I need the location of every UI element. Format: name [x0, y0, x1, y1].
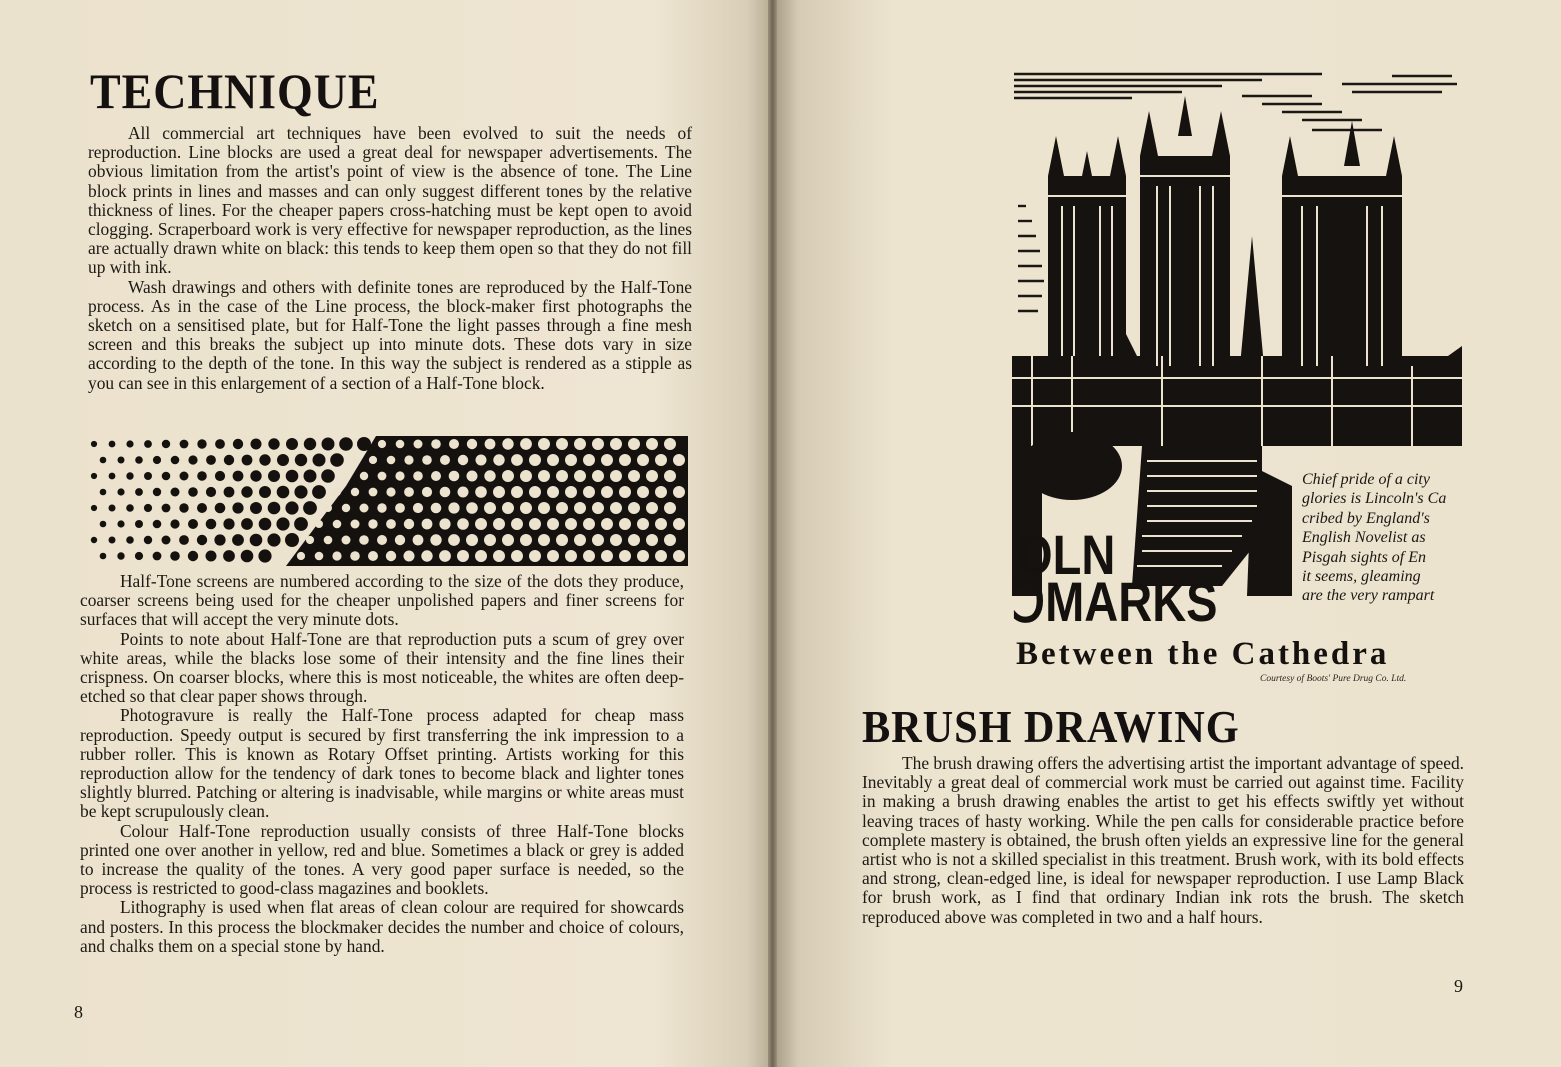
halftone-white-dot	[377, 503, 386, 512]
halftone-black-dot	[100, 553, 107, 560]
halftone-white-dot	[457, 518, 469, 530]
halftone-black-dot	[153, 488, 161, 496]
halftone-black-dot	[126, 472, 133, 479]
halftone-white-dot	[333, 488, 341, 496]
halftone-white-dot	[547, 518, 559, 530]
halftone-black-dot	[91, 473, 97, 479]
halftone-white-dot	[351, 456, 359, 464]
halftone-black-dot	[197, 535, 207, 545]
halftone-black-dot	[117, 520, 124, 527]
halftone-black-dot	[91, 441, 97, 447]
brush-drawing-paragraph: The brush drawing offers the advertising artist the important advantage of speed. Inevitably a great deal of commercial work must be carried out against time. Facility in making a brush drawing enables the artist to get his effects swiftly yet without leaving traces of hasty working. While the pen calls for considerable practice before complete mastery is obtained, the brush often yields an expressive line for the general artist who is not a skilled specialist in this treatment. Brush work, with its bold effects and strong, clean-edged line, is ideal for newspaper reproduction. I use Lamp Black for brush work, as I find that ordinary Indian ink rots the brush. The sketch reproduced above was completed in two and a half hours.	[862, 753, 1464, 927]
brush-drawing-body	[862, 754, 1464, 927]
halftone-black-dot	[179, 503, 188, 512]
halftone-white-dot	[556, 534, 568, 546]
halftone-white-dot	[475, 486, 487, 498]
halftone-white-dot	[413, 471, 423, 481]
halftone-white-dot	[360, 504, 369, 513]
halftone-white-dot	[574, 534, 586, 546]
halftone-white-dot	[646, 438, 658, 450]
halftone-white-dot	[306, 536, 314, 544]
halftone-white-dot	[493, 550, 505, 562]
halftone-white-dot	[413, 535, 424, 546]
halftone-black-dot	[117, 488, 124, 495]
halftone-white-dot	[279, 552, 287, 560]
halftone-black-dot	[224, 455, 234, 465]
halftone-black-dot	[242, 455, 253, 466]
halftone-black-dot	[259, 454, 270, 465]
halftone-white-dot	[395, 535, 405, 545]
halftone-black-dot	[268, 438, 279, 449]
halftone-black-dot	[153, 456, 161, 464]
halftone-black-dot	[224, 487, 235, 498]
halftone-white-dot	[386, 519, 396, 529]
technique-body-top	[88, 124, 692, 393]
halftone-white-dot	[646, 502, 658, 514]
halftone-white-dot	[360, 472, 368, 480]
halftone-white-dot	[315, 520, 323, 528]
halftone-white-dot	[493, 518, 505, 530]
halftone-black-dot	[286, 470, 299, 483]
halftone-white-dot	[484, 534, 496, 546]
halftone-white-dot	[547, 454, 559, 466]
halftone-black-dot	[118, 457, 125, 464]
halftone-white-dot	[404, 519, 414, 529]
halftone-white-dot	[351, 488, 359, 496]
halftone-white-dot	[619, 518, 631, 530]
halftone-white-dot	[378, 440, 386, 448]
halftone-white-dot	[646, 534, 658, 546]
halftone-white-dot	[431, 503, 442, 514]
halftone-white-dot	[538, 470, 550, 482]
halftone-white-dot	[448, 534, 460, 546]
halftone-black-dot	[180, 472, 189, 481]
halftone-black-dot	[232, 534, 244, 546]
halftone-white-dot	[342, 536, 351, 545]
caption-line: it seems, gleaming	[1302, 568, 1421, 586]
halftone-white-dot	[610, 502, 622, 514]
halftone-black-dot	[135, 520, 143, 528]
halftone-white-dot	[601, 486, 613, 498]
halftone-black-dot	[188, 519, 198, 529]
halftone-white-dot	[467, 471, 478, 482]
halftone-white-dot	[673, 518, 685, 530]
halftone-white-dot	[430, 534, 441, 545]
cathedral-towers	[1012, 96, 1462, 446]
technique-paragraph: Wash drawings and others with definite tones are reproduced by the Half-Tone process. As in the case of the Line process, the block-maker first photographs the sketch on a sensitised plate, but for Half-Tone the light passes through a fine mesh screen and this breaks the subject up into minute dots. These dots vary in size according to the depth of the tone. In this way the subject is rendered as a stipple as you can see in this enlargement of a section of a Half-Tone block.	[88, 276, 692, 393]
halftone-black-dot	[251, 439, 262, 450]
halftone-black-dot	[162, 472, 171, 481]
halftone-black-dot	[109, 537, 116, 544]
halftone-black-dot	[223, 550, 235, 562]
halftone-black-dot	[295, 454, 307, 466]
brush-drawing-heading: BRUSH DRAWING	[862, 701, 1240, 752]
halftone-black-dot	[259, 518, 272, 531]
poster-title-line-1: OLN	[1016, 523, 1116, 586]
poster-courtesy-credit: Courtesy of Boots' Pure Drug Co. Ltd.	[1260, 674, 1407, 684]
poster-caption	[1302, 470, 1464, 606]
halftone-black-dot	[233, 471, 244, 482]
halftone-black-dot	[285, 533, 299, 547]
halftone-white-dot	[458, 455, 468, 465]
halftone-white-dot	[556, 438, 568, 450]
halftone-black-dot	[304, 438, 316, 450]
halftone-black-dot	[180, 440, 189, 449]
halftone-black-dot	[286, 438, 298, 450]
halftone-black-dot	[215, 471, 225, 481]
halftone-white-dot	[646, 470, 658, 482]
halftone-white-dot	[332, 551, 341, 560]
halftone-black-dot	[267, 533, 280, 546]
halftone-black-dot	[322, 438, 335, 451]
halftone-black-dot	[276, 517, 289, 530]
halftone-white-dot	[422, 455, 432, 465]
halftone-white-dot	[601, 518, 613, 530]
halftone-black-dot	[206, 455, 216, 465]
halftone-white-dot	[396, 440, 405, 449]
halftone-black-dot	[162, 440, 170, 448]
halftone-white-dot	[520, 438, 532, 450]
halftone-black-dot	[153, 520, 162, 529]
halftone-white-dot	[386, 487, 395, 496]
halftone-black-dot	[144, 536, 152, 544]
halftone-black-dot	[321, 469, 335, 483]
halftone-black-dot	[197, 439, 206, 448]
halftone-black-dot	[91, 505, 97, 511]
halftone-white-dot	[449, 471, 460, 482]
halftone-black-dot	[241, 518, 253, 530]
halftone-white-dot	[324, 504, 332, 512]
halftone-white-dot	[484, 470, 495, 481]
halftone-white-dot	[664, 438, 676, 450]
halftone-white-dot	[574, 438, 586, 450]
halftone-white-dot	[529, 454, 541, 466]
halftone-white-dot	[502, 470, 514, 482]
halftone-white-dot	[538, 534, 550, 546]
halftone-black-dot	[126, 504, 134, 512]
halftone-white-dot	[377, 535, 387, 545]
technique-paragraph: All commercial art techniques have been evolved to suit the needs of reproduction. Line blocks are used a great deal for newspaper advertisements. The obvious limitation from the artist's point of view is the absence of tone. The Line block prints in lines and masses and can only suggest different tones by the relative thickness of lines. For the cheaper papers cross-hatching must be kept open to avoid clogging. Scraperboard work is very effective for newspaper reproduction, as the lines are actually drawn white on black: this tends to keep them open so that they do not fill up with ink.	[88, 123, 692, 278]
halftone-white-dot	[368, 551, 378, 561]
halftone-white-dot	[369, 456, 377, 464]
halftone-black-dot	[100, 521, 107, 528]
halftone-white-dot	[511, 518, 523, 530]
halftone-white-dot	[369, 488, 378, 497]
halftone-black-dot	[206, 519, 217, 530]
halftone-black-dot	[215, 503, 226, 514]
technique-paragraph: Lithography is used when flat areas of clean colour are required for showcards and posters. In this process the blockmaker decides the number and choice of colours, and chalks them on a special stone by hand.	[80, 897, 684, 956]
halftone-black-dot	[171, 456, 180, 465]
halftone-black-dot	[330, 453, 344, 467]
halftone-black-dot	[188, 487, 198, 497]
halftone-black-dot	[258, 549, 271, 562]
halftone-white-dot	[404, 455, 413, 464]
halftone-white-dot	[466, 502, 478, 514]
halftone-white-dot	[574, 502, 586, 514]
halftone-black-dot	[277, 486, 290, 499]
halftone-white-dot	[359, 535, 369, 545]
halftone-white-dot	[440, 487, 451, 498]
halftone-black-dot	[215, 439, 225, 449]
halftone-white-dot	[655, 550, 667, 562]
halftone-white-dot	[484, 502, 496, 514]
halftone-white-dot	[655, 454, 667, 466]
halftone-white-dot	[673, 454, 685, 466]
halftone-black-dot	[188, 551, 198, 561]
halftone-white-dot	[448, 502, 459, 513]
halftone-white-dot	[422, 519, 433, 530]
halftone-black-dot	[285, 501, 298, 514]
page-number-left: 8	[74, 1002, 83, 1022]
halftone-black-dot	[100, 489, 107, 496]
halftone-white-dot	[475, 550, 487, 562]
halftone-white-dot	[529, 518, 541, 530]
halftone-black-dot	[126, 440, 133, 447]
technique-body-bottom	[80, 572, 684, 956]
halftone-white-dot	[637, 486, 649, 498]
halftone-black-dot	[241, 550, 254, 563]
halftone-black-dot	[162, 536, 171, 545]
halftone-black-dot	[312, 485, 326, 499]
halftone-white-dot	[655, 486, 667, 498]
halftone-black-dot	[357, 437, 371, 451]
halftone-black-dot	[144, 440, 152, 448]
halftone-white-dot	[583, 550, 595, 562]
halftone-white-dot	[673, 486, 685, 498]
halftone-white-dot	[315, 552, 324, 561]
halftone-black-dot	[135, 456, 143, 464]
halftone-black-dot	[259, 486, 271, 498]
technique-paragraph: Half-Tone screens are numbered according to the size of the dots they produce, coarser screens being used for the cheaper unpolished papers and finer screens for surfaces that will accept the very minute dots.	[80, 571, 684, 630]
halftone-white-dot	[637, 454, 649, 466]
halftone-black-dot	[197, 471, 207, 481]
halftone-white-dot	[547, 486, 559, 498]
halftone-enlargement-illustration	[86, 436, 688, 566]
halftone-white-dot	[556, 470, 568, 482]
halftone-white-dot	[628, 502, 640, 514]
halftone-white-dot	[324, 536, 333, 545]
halftone-white-dot	[502, 438, 513, 449]
halftone-white-dot	[583, 518, 595, 530]
poster-subtitle: Between the Cathedra	[1016, 636, 1390, 672]
halftone-white-dot	[547, 550, 559, 562]
halftone-black-dot	[206, 487, 216, 497]
halftone-black-dot	[232, 502, 243, 513]
halftone-white-dot	[421, 550, 432, 561]
halftone-white-dot	[457, 550, 469, 562]
halftone-white-dot	[342, 472, 350, 480]
halftone-black-dot	[223, 518, 234, 529]
halftone-white-dot	[475, 518, 487, 530]
halftone-white-dot	[439, 518, 450, 529]
halftone-white-dot	[664, 502, 676, 514]
halftone-white-dot	[673, 550, 685, 562]
halftone-black-dot	[206, 551, 217, 562]
halftone-black-dot	[162, 504, 171, 513]
halftone-white-dot	[529, 486, 541, 498]
halftone-black-dot	[197, 503, 207, 513]
halftone-white-dot	[422, 487, 432, 497]
halftone-black-dot	[153, 552, 162, 561]
halftone-black-dot	[144, 472, 152, 480]
halftone-white-dot	[511, 486, 523, 498]
halftone-white-dot	[351, 520, 360, 529]
halftone-black-dot	[339, 437, 353, 451]
halftone-white-dot	[520, 470, 532, 482]
halftone-white-dot	[664, 470, 676, 482]
halftone-black-dot	[135, 552, 143, 560]
halftone-black-dot	[188, 455, 197, 464]
halftone-white-dot	[556, 502, 568, 514]
halftone-white-dot	[610, 470, 622, 482]
halftone-black-dot	[100, 457, 107, 464]
technique-paragraph: Photogravure is really the Half-Tone process adapted for cheap mass reproduction. Speedy output is secured by first transferring the ink impression to a rubber roller. This is known as Rotary Offset printing. Artists working for this reproduction allow for the tendency of dark tones to become black and lighter tones slightly blurred. Patching or altering is inadvisable, while margins or white areas must be kept scrupulously clean.	[80, 705, 684, 822]
caption-line: cribed by England's	[1302, 509, 1430, 527]
halftone-white-dot	[601, 454, 613, 466]
halftone-white-dot	[485, 439, 496, 450]
technique-paragraph: Colour Half-Tone reproduction usually consists of three Half-Tone blocks printed one over another in yellow, red and blue. Sometimes a black or grey is added to increase the quality of the tones. A very good paper surface is needed, so the process is restricted to good-class magazines and booklets.	[80, 820, 684, 899]
halftone-white-dot	[610, 438, 622, 450]
halftone-black-dot	[277, 454, 289, 466]
halftone-white-dot	[414, 440, 423, 449]
halftone-black-dot	[268, 470, 280, 482]
caption-line: are the very rampart	[1302, 587, 1435, 605]
halftone-white-dot	[502, 534, 514, 546]
halftone-white-dot	[538, 438, 550, 450]
halftone-white-dot	[583, 486, 595, 498]
halftone-black-dot	[109, 441, 116, 448]
halftone-white-dot	[628, 470, 640, 482]
halftone-white-dot	[378, 472, 387, 481]
halftone-black-dot	[179, 535, 189, 545]
halftone-black-dot	[214, 534, 225, 545]
halftone-white-dot	[592, 470, 604, 482]
halftone-black-dot	[233, 439, 243, 449]
halftone-white-dot	[583, 454, 595, 466]
halftone-black-dot	[109, 505, 116, 512]
halftone-white-dot	[493, 454, 504, 465]
halftone-white-dot	[619, 454, 631, 466]
caption-line: glories is Lincoln's Ca	[1302, 490, 1447, 508]
halftone-black-dot	[126, 536, 134, 544]
halftone-white-dot	[619, 486, 631, 498]
halftone-white-dot	[628, 438, 640, 450]
halftone-white-dot	[565, 486, 577, 498]
technique-paragraph: Points to note about Half-Tone are that reproduction puts a scum of grey over white areas, while the blacks lose some of their intensity and the fine lines their crispness. On coarser blocks, where this is most noticeable, the whites are often deep-etched so that clear paper shows through.	[80, 628, 684, 707]
halftone-black-dot	[171, 488, 180, 497]
halftone-black-dot	[117, 552, 124, 559]
halftone-white-dot	[628, 534, 640, 546]
halftone-white-dot	[565, 454, 577, 466]
halftone-black-dot	[294, 517, 308, 531]
halftone-white-dot	[440, 455, 450, 465]
halftone-black-dot	[135, 488, 143, 496]
halftone-white-dot	[511, 454, 523, 466]
book-gutter	[768, 0, 777, 1067]
halftone-white-dot	[439, 550, 451, 562]
halftone-white-dot	[493, 486, 505, 498]
halftone-white-dot	[395, 503, 405, 513]
halftone-white-dot	[368, 519, 377, 528]
halftone-white-dot	[619, 550, 631, 562]
halftone-white-dot	[413, 503, 423, 513]
halftone-white-dot	[520, 534, 532, 546]
halftone-white-dot	[565, 518, 577, 530]
halftone-black-dot	[170, 519, 179, 528]
halftone-white-dot	[458, 487, 469, 498]
halftone-white-dot	[404, 551, 415, 562]
halftone-white-dot	[297, 552, 305, 560]
halftone-black-dot	[250, 470, 261, 481]
poster-title-line-2: ↃMARKS	[1012, 570, 1218, 633]
halftone-black-dot	[294, 485, 307, 498]
halftone-white-dot	[350, 551, 360, 561]
halftone-black-dot	[170, 551, 180, 561]
halftone-white-dot	[610, 534, 622, 546]
halftone-white-dot	[395, 471, 404, 480]
halftone-black-dot	[250, 502, 262, 514]
halftone-black-dot	[91, 537, 97, 543]
halftone-white-dot	[592, 534, 604, 546]
caption-line: English Novelist as	[1302, 529, 1426, 547]
halftone-white-dot	[466, 534, 478, 546]
halftone-white-dot	[386, 551, 396, 561]
caption-line: Chief pride of a city	[1302, 471, 1430, 488]
halftone-white-dot	[342, 504, 350, 512]
halftone-white-dot	[529, 550, 541, 562]
halftone-black-dot	[313, 454, 326, 467]
halftone-white-dot	[333, 520, 342, 529]
halftone-black-dot	[250, 534, 263, 547]
halftone-white-dot	[467, 439, 477, 449]
halftone-white-dot	[476, 455, 487, 466]
halftone-white-dot	[387, 456, 396, 465]
halftone-white-dot	[655, 518, 667, 530]
caption-line: Pisgah sights of En	[1302, 548, 1427, 566]
halftone-white-dot	[592, 502, 604, 514]
halftone-black-dot	[109, 473, 116, 480]
halftone-white-dot	[449, 439, 459, 449]
halftone-black-dot	[268, 502, 281, 515]
halftone-black-dot	[241, 486, 252, 497]
halftone-white-dot	[520, 502, 532, 514]
halftone-white-dot	[574, 470, 586, 482]
halftone-white-dot	[538, 502, 550, 514]
halftone-white-dot	[637, 518, 649, 530]
halftone-black-dot	[303, 501, 317, 515]
halftone-white-dot	[404, 487, 414, 497]
page-number-right: 9	[1454, 976, 1463, 996]
halftone-white-dot	[431, 471, 441, 481]
halftone-white-dot	[637, 550, 649, 562]
halftone-black-dot	[144, 504, 152, 512]
technique-heading: TECHNIQUE	[90, 63, 380, 119]
halftone-white-dot	[502, 502, 514, 514]
halftone-white-dot	[592, 438, 604, 450]
halftone-white-dot	[511, 550, 523, 562]
halftone-white-dot	[664, 534, 676, 546]
halftone-white-dot	[431, 439, 441, 449]
halftone-white-dot	[601, 550, 613, 562]
halftone-black-dot	[304, 470, 317, 483]
halftone-white-dot	[565, 550, 577, 562]
